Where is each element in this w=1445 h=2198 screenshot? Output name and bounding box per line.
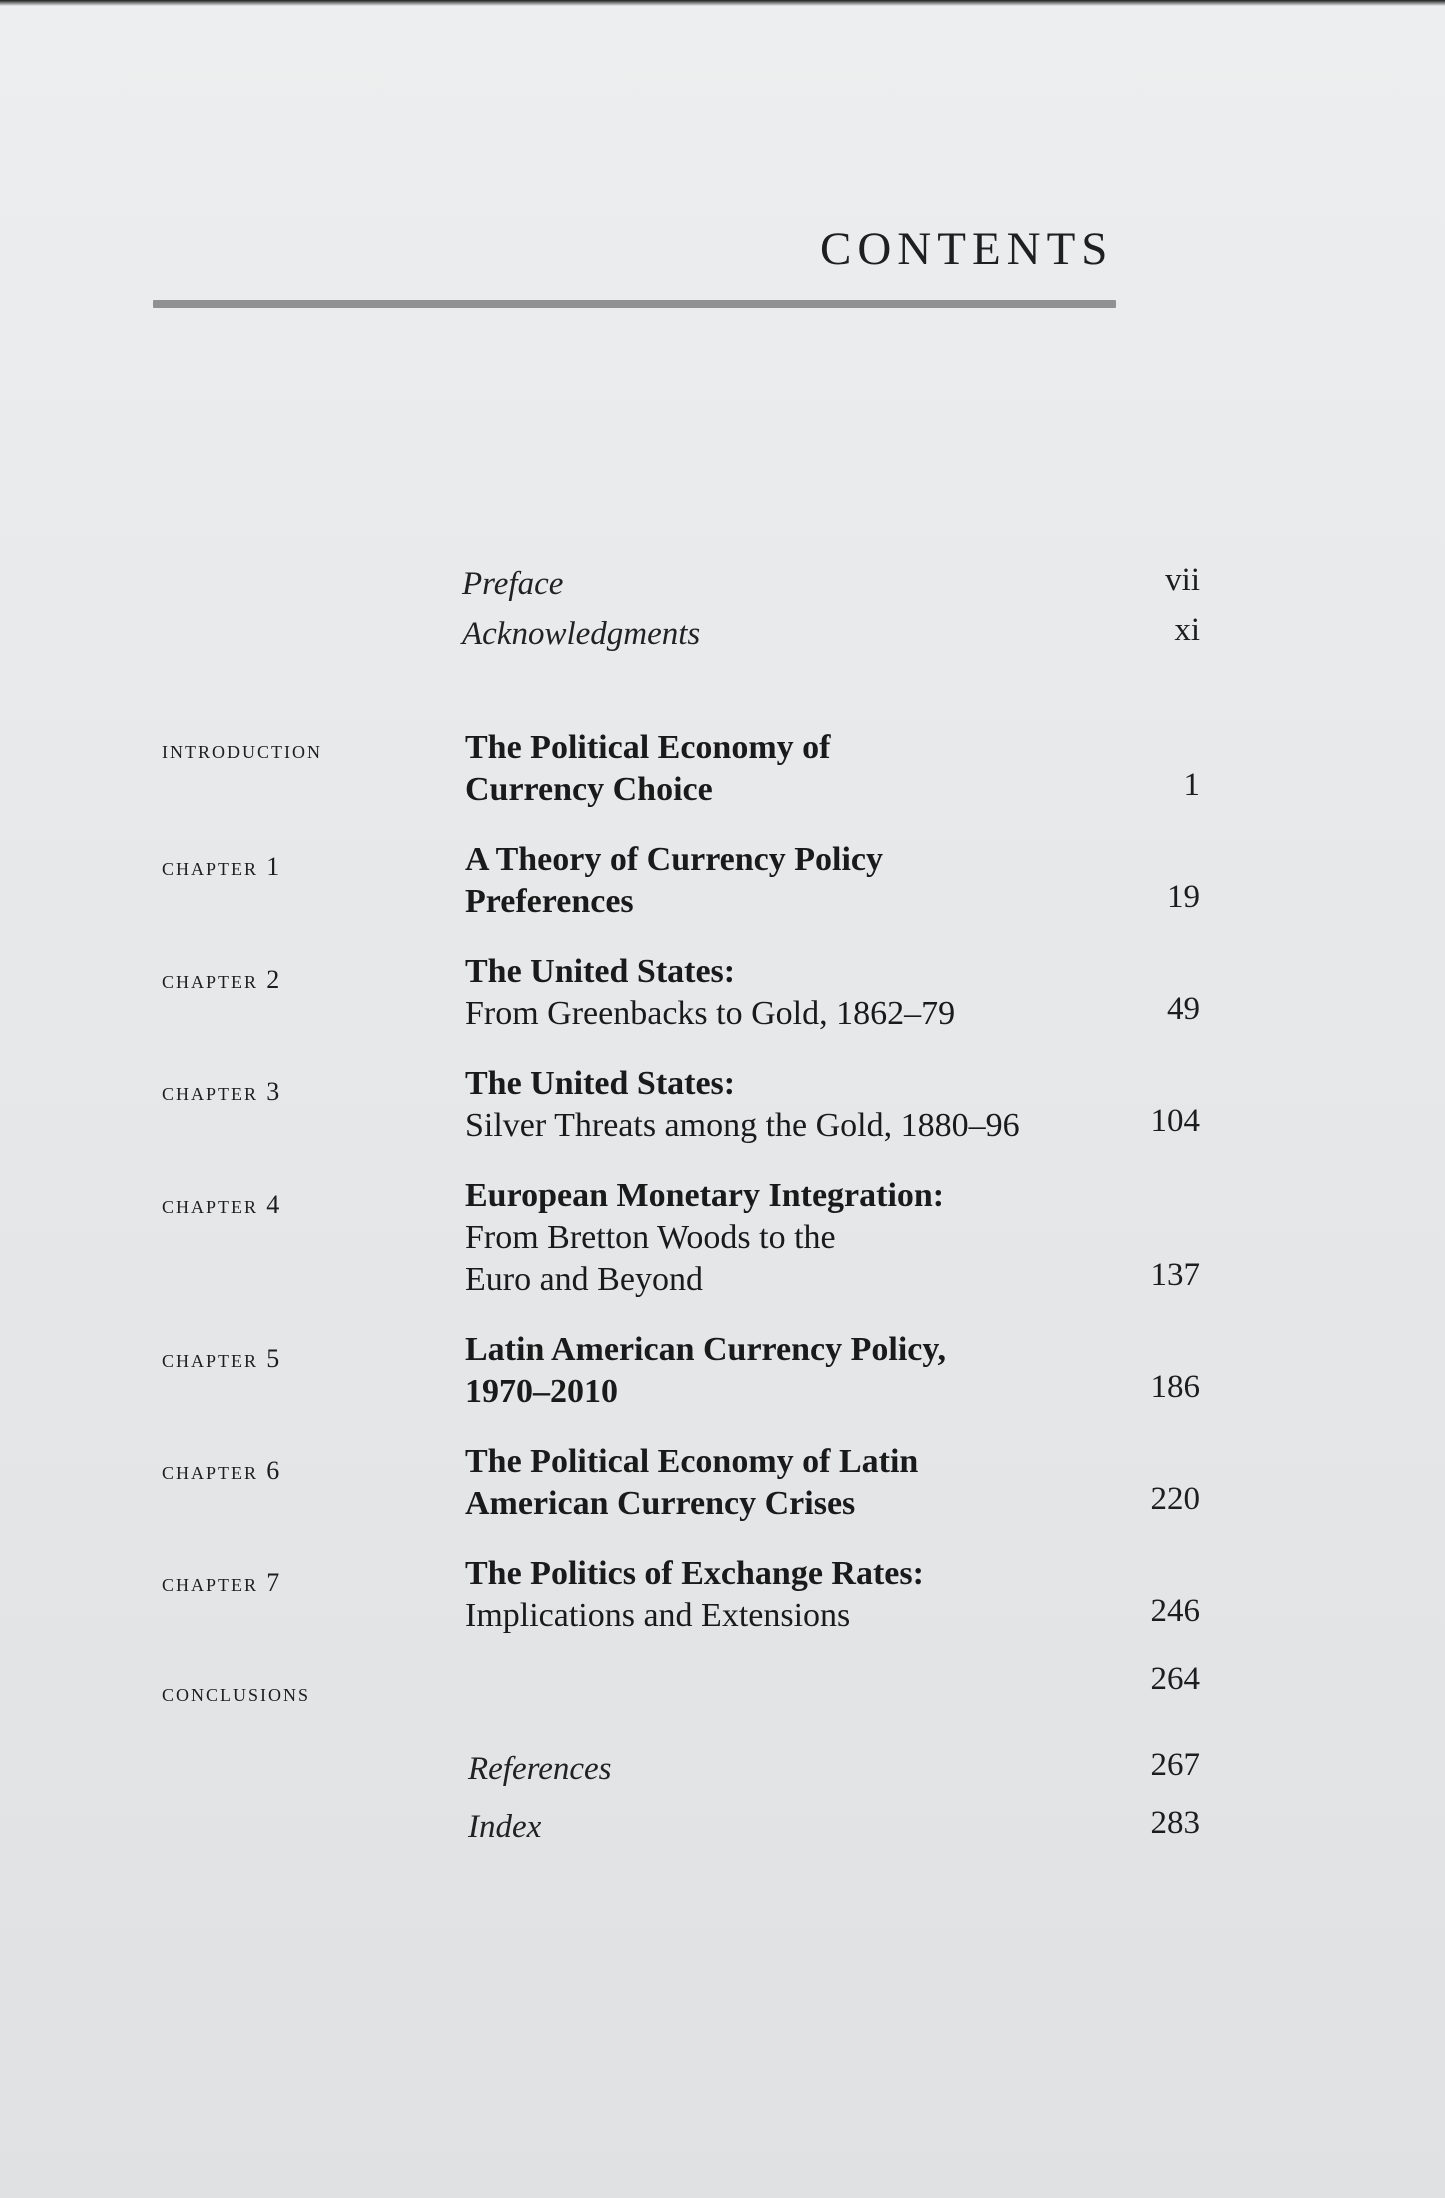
subtitle-line: From Bretton Woods to the (465, 1219, 836, 1256)
subtitle-line: Implications and Extensions (465, 1597, 851, 1634)
page-number-conclusions: 264 (1150, 1661, 1200, 1697)
toc-label-chapter-2 (162, 965, 279, 995)
toc-title-chapter-7 (465, 1553, 924, 1637)
title-line: 1970–2010 (465, 1373, 618, 1410)
toc-label-chapter-7 (162, 1568, 279, 1598)
label-number: 5 (266, 1344, 280, 1373)
title-line: The United States: (465, 953, 736, 990)
label-word: chapter (162, 1570, 259, 1597)
toc-title-chapter-6 (465, 1441, 918, 1525)
label-word: chapter (162, 1192, 259, 1219)
toc-label-chapter-3 (162, 1077, 279, 1107)
page-number-chapter-6: 220 (1150, 1481, 1200, 1517)
toc-title-chapter-2 (465, 951, 955, 1035)
subtitle-line: Silver Threats among the Gold, 1880–96 (465, 1107, 1020, 1144)
contents-heading: CONTENTS (820, 223, 1114, 275)
title-line: The Politics of Exchange Rates: (465, 1555, 924, 1592)
title-line: Currency Choice (465, 771, 713, 808)
label-word: chapter (162, 967, 259, 994)
label-word: chapter (162, 1458, 259, 1485)
label-number: 3 (266, 1077, 280, 1106)
page-number-preface: vii (1165, 562, 1200, 598)
title-line: Latin American Currency Policy, (465, 1331, 946, 1368)
title-line: The United States: (465, 1065, 736, 1102)
toc-label-conclusions (162, 1680, 310, 1708)
page-number-acknowledgments: xi (1174, 612, 1200, 648)
page-number-chapter-1: 19 (1167, 879, 1200, 915)
label-number: 4 (266, 1190, 280, 1219)
toc-title-chapter-5 (465, 1329, 946, 1413)
label-word: chapter (162, 1346, 259, 1373)
back-matter-references: References (468, 1751, 612, 1787)
label-number: 1 (266, 852, 280, 881)
toc-label-chapter-6 (162, 1456, 279, 1486)
label-number: 7 (266, 1568, 280, 1597)
front-matter-acknowledgments: Acknowledgments (462, 616, 701, 652)
title-line: The Political Economy of (465, 729, 831, 766)
label-number: 2 (266, 965, 280, 994)
toc-title-chapter-1 (465, 839, 883, 923)
label-word: introduction (162, 737, 322, 764)
toc-label-chapter-1 (162, 852, 279, 882)
page-number-chapter-5: 186 (1150, 1369, 1200, 1405)
label-word: chapter (162, 854, 259, 881)
title-line: The Political Economy of Latin (465, 1443, 919, 1480)
page-number-chapter-2: 49 (1167, 991, 1200, 1027)
subtitle-line: From Greenbacks to Gold, 1862–79 (465, 995, 956, 1032)
page-number-references: 267 (1150, 1747, 1200, 1783)
title-line: Preferences (465, 883, 634, 920)
toc-title-chapter-3 (465, 1063, 1020, 1147)
toc-label-chapter-5 (162, 1344, 279, 1374)
front-matter-preface: Preface (462, 566, 564, 602)
page-number-chapter-7: 246 (1150, 1593, 1200, 1629)
subtitle-line: Euro and Beyond (465, 1261, 703, 1298)
title-line: American Currency Crises (465, 1485, 856, 1522)
label-word: conclusions (162, 1680, 311, 1707)
title-line: A Theory of Currency Policy (465, 841, 884, 878)
page-number-chapter-3: 104 (1150, 1103, 1200, 1139)
label-number: 6 (266, 1456, 280, 1485)
back-matter-index: Index (468, 1809, 542, 1845)
toc-title-introduction (465, 727, 830, 811)
label-word: chapter (162, 1079, 259, 1106)
toc-label-chapter-4 (162, 1190, 279, 1220)
toc-title-chapter-4 (465, 1175, 944, 1301)
title-line: European Monetary Integration: (465, 1177, 945, 1214)
heading-rule (153, 300, 1116, 308)
page-top-shadow (0, 0, 1445, 6)
page-number-chapter-4: 137 (1150, 1257, 1200, 1293)
toc-label-introduction (162, 737, 322, 765)
page-number-index: 283 (1150, 1805, 1200, 1841)
page-number-introduction: 1 (1183, 767, 1200, 803)
